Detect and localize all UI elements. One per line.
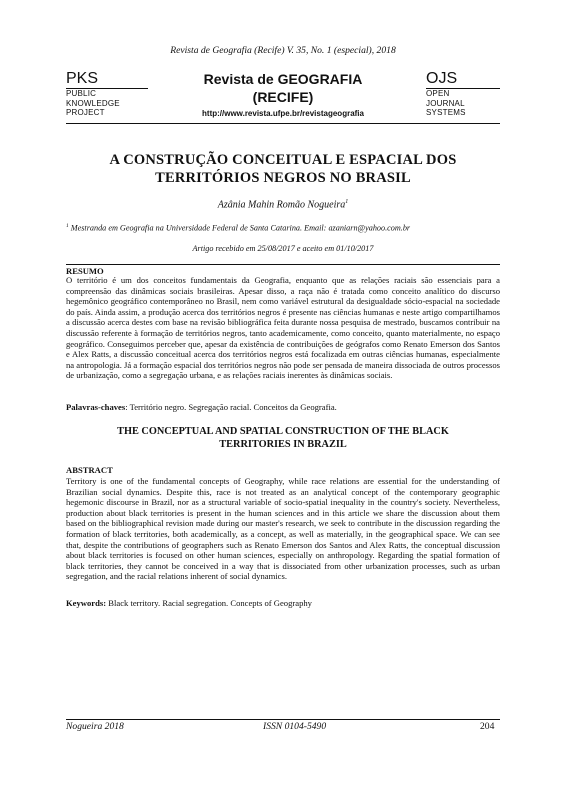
journal-masthead bbox=[66, 70, 500, 123]
article-title-en bbox=[66, 425, 500, 451]
pks-line: KNOWLEDGE bbox=[66, 98, 120, 108]
article-title-pt-line: A CONSTRUÇÃO CONCEITUAL E ESPACIAL DOS bbox=[109, 152, 457, 168]
author-footnote-mark: 1 bbox=[345, 199, 349, 205]
footer-issn: ISSN 0104-5490 bbox=[263, 721, 327, 732]
abstract-heading: ABSTRACT bbox=[66, 465, 113, 475]
ojs-line: JOURNAL bbox=[426, 98, 465, 108]
palavras-chaves-label: Palavras-chaves bbox=[66, 402, 126, 412]
pks-line: PUBLIC bbox=[66, 89, 97, 98]
affiliation-line bbox=[66, 223, 500, 233]
pks-line: PROJECT bbox=[66, 108, 105, 118]
running-head: Revista de Geografia (Recife) V. 35, No. 1 (especial), 2018 bbox=[170, 45, 396, 56]
journal-url[interactable]: http://www.revista.ufpe.br/revistageografia bbox=[202, 109, 364, 118]
palavras-chaves bbox=[66, 402, 500, 412]
footer-rule bbox=[66, 719, 500, 720]
footer-author-year: Nogueira 2018 bbox=[66, 721, 124, 732]
article-title-en-line: THE CONCEPTUAL AND SPATIAL CONSTRUCTION OF THE BLACK bbox=[117, 426, 449, 437]
article-title-pt-line: TERRITÓRIOS NEGROS NO BRASIL bbox=[155, 170, 411, 186]
author-name: Azânia Mahin Romão Nogueira bbox=[217, 199, 346, 211]
journal-title-line2: (RECIFE) bbox=[252, 89, 314, 105]
resumo-rule bbox=[66, 264, 500, 265]
masthead-rule bbox=[66, 123, 500, 124]
abstract-body: Territory is one of the fundamental concepts of Geography, while race relations are essential for the understanding of Brazilian social dynamics. Despite this, race is not treated as an analytical concept of the contemporary geographic hegemonic discourse in Brazil, nor as a structural variable of socio-spatial inequality in the country's society. Nevertheless, production about black territories is present in the human sciences and in this article we share the discussion about them based on the bibliographical revision made during our master's research, we seek to contribute in the discussion regarding the formation of black territories, both academically, as a concept, as well as materially, in the geographical space. We can see that, despite the contributions of geographers such as Renato Emerson dos Santos and Alex Ratts, the conceptual discussion about black territories is focused on other human sciences, especially on anthropology. Regarding the spatial formation of black territories, they cannot be conceived in a way that is dissociated from other urbanization processes, such as urban segregation, and the racial relations inherent of social dynamics. bbox=[66, 476, 500, 582]
keywords-values: Black territory. Racial segregation. Concepts of Geography bbox=[106, 598, 312, 608]
article-title-en-line: TERRITORIES IN BRAZIL bbox=[219, 439, 347, 450]
keywords-label: Keywords: bbox=[66, 598, 107, 608]
journal-name-block bbox=[158, 70, 408, 118]
ojs-logo-block bbox=[426, 70, 500, 118]
resumo-heading: RESUMO bbox=[66, 266, 104, 276]
author-line bbox=[66, 199, 500, 210]
keywords bbox=[66, 598, 500, 608]
palavras-chaves-values: : Território negro. Segregação racial. Conceitos da Geografia. bbox=[125, 402, 337, 412]
submission-dates: Artigo recebido em 25/08/2017 e aceito em 01/10/2017 bbox=[192, 244, 374, 253]
journal-title-line1: Revista de GEOGRAFIA bbox=[203, 71, 363, 87]
affiliation-text: Mestranda em Geografia na Universidade Federal de Santa Catarina. Email: azaniarn@yahoo.com.br bbox=[70, 223, 411, 233]
affiliation-footnote-mark: 1 bbox=[66, 223, 69, 229]
ojs-line: SYSTEMS bbox=[426, 108, 466, 118]
pks-logo-block bbox=[66, 70, 148, 118]
pks-title: PKS bbox=[66, 70, 99, 87]
article-title-pt bbox=[66, 151, 500, 187]
page-number: 204 bbox=[480, 721, 495, 732]
ojs-line: OPEN bbox=[426, 89, 450, 98]
resumo-body: O território é um dos conceitos fundamentais da Geografia, enquanto que as relações raciais são essenciais para a compreensão das dinâmicas sociais brasileiras. Apesar disso, a raça não é tratada como conceito analítico do discurso hegemônico geográfico contemporâneo no Brasil, nem como variável estrutural da desigualdade sócio-espacial na sociedade do país. Ainda assim, a produção acerca dos territórios negros é presente nas ciências humanas e neste artigo compartilhamos a discussão acerca destes com base na revisão bibliográfica feita durante nossa pesquisa de mestrado, buscamos contribuir na discussão referente à formação de territórios negros, tanto academicamente, como conceito, quanto materialmente, no espaço geográfico. Conseguimos perceber que, apesar da existência de contribuições de geógrafos como Renato Emerson dos Santos e Alex Ratts, a discussão conceitual acerca dos territórios negros está focalizada em outras ciências humanas, especialmente na antropologia. Já a formação espacial dos territórios negros não pode ser pensada de maneira dissociada de outros processos de urbanização, como a segregação urbana, e as relações raciais inerentes às dinâmicas sociais. bbox=[66, 275, 500, 381]
ojs-title: OJS bbox=[426, 70, 458, 87]
